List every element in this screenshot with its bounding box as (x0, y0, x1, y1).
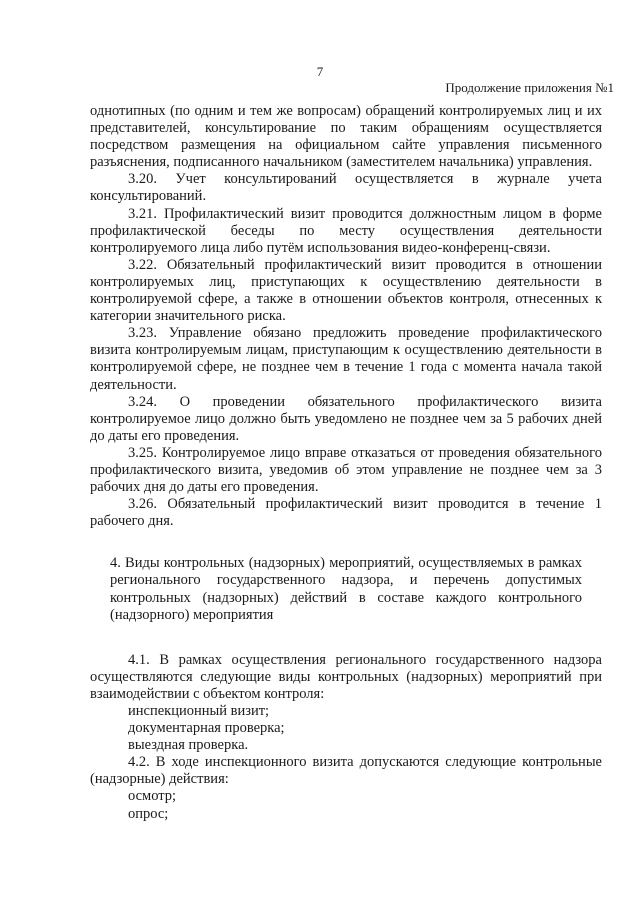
list-item: опрос; (128, 805, 169, 822)
appendix-continuation-note: Продолжение приложения №1 (445, 80, 614, 95)
list-item: инспекционный визит; (128, 703, 270, 719)
paragraph-4-2: 4.2. В ходе инспекционного визита допускаются следующие контрольные (надзорные) действия: (90, 754, 602, 788)
spacer (90, 530, 602, 555)
section-4-title: 4. Виды контрольных (надзорных) мероприятий, осуществляемых в рамках регионального государственного надзора, и перечень допустимых контрольных (надзорных) действий в составе каждого контрольного (надзорного) мероприятия (110, 555, 582, 623)
spacer (90, 624, 602, 652)
paragraph-3-23: 3.23. Управление обязано предложить проведение профилактического визита контролируемым лицам, приступающим к осуществлению деятельности в контролируемой сфере, не позднее чем в течение 1 года с момента начала такой деятельности. (90, 325, 602, 393)
paragraph-3-26: 3.26. Обязательный профилактический визит проводится в течение 1 рабочего дня. (90, 496, 602, 530)
list-item: осмотр; (128, 788, 177, 805)
paragraph-3-21: 3.21. Профилактический визит проводится должностным лицом в форме профилактической беседы по месту осуществления деятельности контролируемого лица либо путём использования видео-конференц-связи. (90, 205, 602, 256)
list-item: документарная проверка; (128, 720, 285, 737)
paragraph-3-24: 3.24. О проведении обязательного профилактического визита контролируемое лицо должно быть уведомлено не позднее чем за 5 рабочих дней до даты его проведения. (90, 393, 602, 444)
paragraph-4-1: 4.1. В рамках осуществления регионального государственного надзора осуществляются следующие виды контрольных (надзорных) мероприятий при взаимодействии с объектом контроля: (90, 651, 602, 702)
document-body (90, 103, 602, 823)
list-item: выездная проверка. (128, 737, 249, 754)
page-number: 7 (316, 64, 324, 79)
paragraph-3-22: 3.22. Обязательный профилактический визит проводится в отношении контролируемых лиц, приступающих к осуществлению деятельности в контролируемой сфере, а также в отношении объектов контроля, отнесенных к категории значительного риска. (90, 256, 602, 325)
paragraph-continuation: однотипных (по одним и тем же вопросам) обращений контролируемых лиц и их представителей, консультирование по таким обращениям осуществляется посредством размещения на официальном сайте управления письменного разъяснения, подписанного начальником (заместителем начальника) управления. (90, 103, 602, 171)
paragraph-3-20: 3.20. Учет консультирований осуществляется в журнале учета консультирований. (90, 171, 602, 205)
paragraph-3-25: 3.25. Контролируемое лицо вправе отказаться от проведения обязательного профилактического визита, уведомив об этом управление не позднее чем за 3 рабочих дня до даты его проведения. (90, 444, 602, 496)
